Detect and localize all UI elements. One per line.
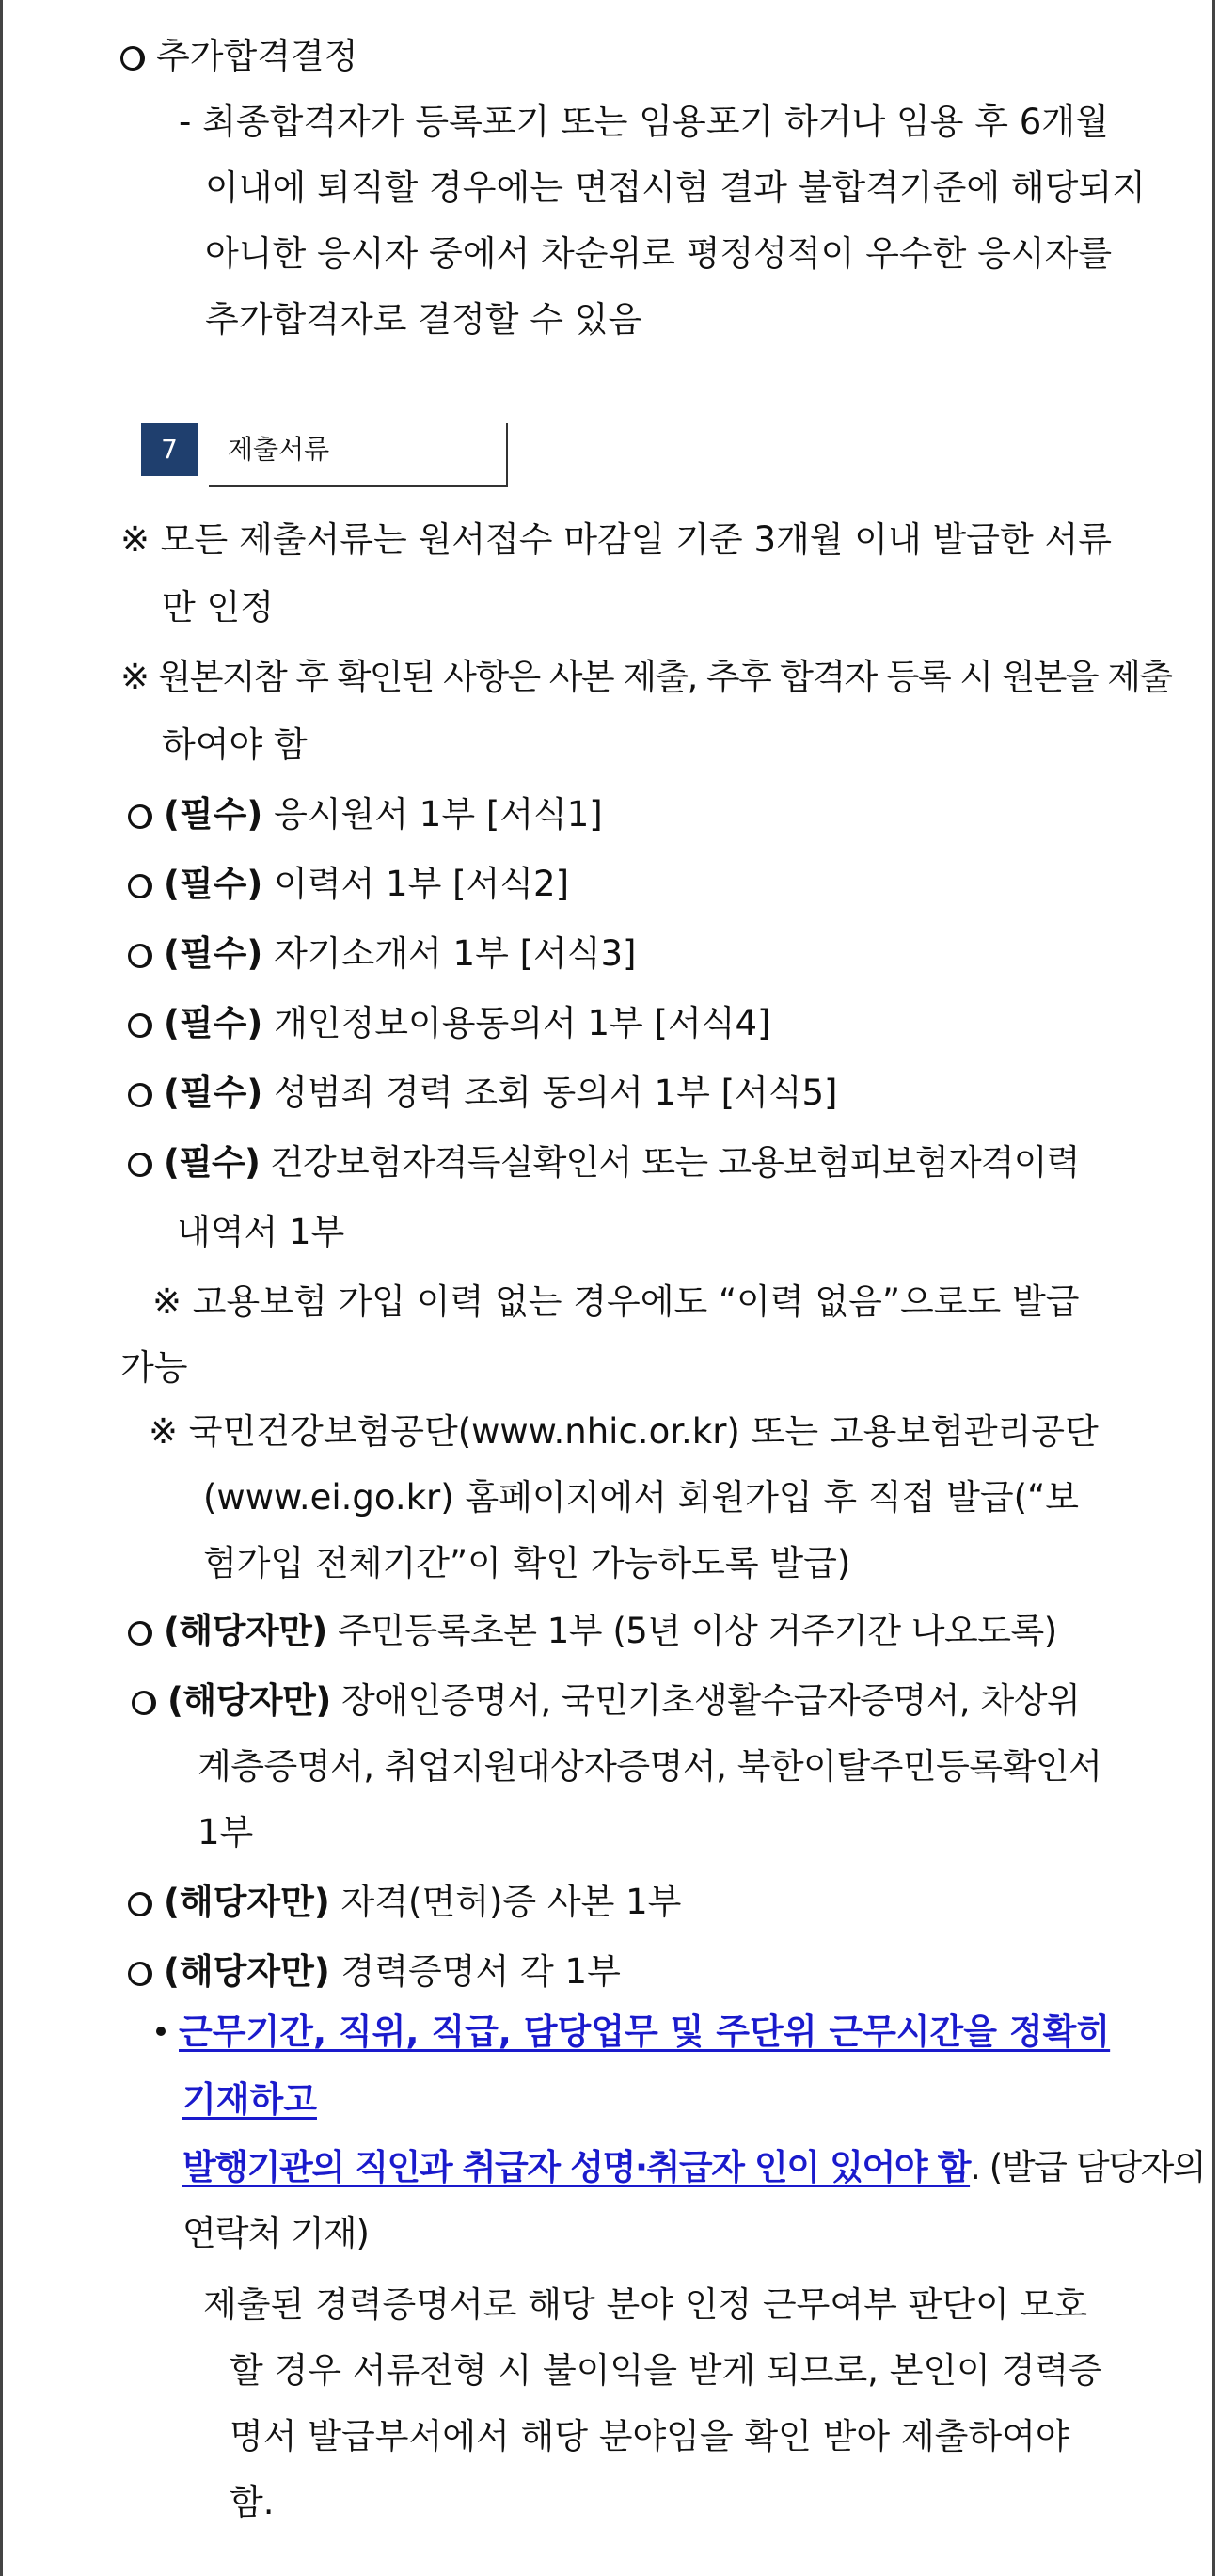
career-paragraph-line: 함. bbox=[230, 2482, 275, 2522]
hollow-circle-bullet-icon bbox=[128, 1892, 152, 1916]
hollow-circle-bullet-icon bbox=[128, 1013, 152, 1038]
insurance-note: 가능 bbox=[120, 1347, 188, 1388]
hollow-circle-bullet-icon bbox=[128, 1083, 152, 1107]
hollow-circle-bullet-icon bbox=[128, 804, 152, 829]
additional-line: 아니한 응시자 중에서 차순위로 평정성적이 우수한 응시자를 bbox=[205, 233, 1113, 274]
document-item: (필수) 건강보험자격득실확인서 또는 고용보험피보험자격이력 bbox=[128, 1138, 1080, 1187]
hollow-circle-bullet-icon bbox=[132, 1691, 156, 1715]
career-paragraph-line: 제출된 경력증명서로 해당 분야 인정 근무여부 판단이 모호 bbox=[203, 2284, 1088, 2325]
document-item: (필수) 자기소개서 1부 [서식3] bbox=[128, 930, 636, 978]
document-item-continued: 계층증명서, 취업지원대상자증명서, 북한이탈주민등록확인서 bbox=[198, 1746, 1102, 1787]
additional-line: - 최종합격자가 등록포기 또는 임용포기 하거나 임용 후 6개월 bbox=[179, 102, 1109, 142]
site-note: (www.ei.go.kr) 홈페이지에서 회원가입 후 직접 발급(“보 bbox=[203, 1477, 1079, 1518]
career-paragraph-line: 명서 발급부서에서 해당 분야임을 확인 받아 제출하여야 bbox=[230, 2416, 1069, 2457]
document-item: (필수) 응시원서 1부 [서식1] bbox=[128, 790, 603, 839]
hollow-circle-bullet-icon bbox=[128, 944, 152, 968]
site-note: ※ 국민건강보험공단(www.nhic.or.kr) 또는 고용보험관리공단 bbox=[149, 1411, 1099, 1452]
note-line: ※ 원본지참 후 확인된 사항은 사본 제출, 추후 합격자 등록 시 원본을 제출 bbox=[120, 657, 1172, 697]
hollow-circle-bullet-icon bbox=[120, 46, 145, 71]
site-note: 험가입 전체기간”이 확인 가능하도록 발급) bbox=[203, 1543, 851, 1583]
document-item: (해당자만) 주민등록초본 1부 (5년 이상 거주기간 나오도록) bbox=[128, 1607, 1057, 1656]
hollow-circle-bullet-icon bbox=[128, 1621, 152, 1646]
document-item: (필수) 성범죄 경력 조회 동의서 1부 [서식5] bbox=[128, 1069, 837, 1118]
additional-heading: 추가합격결정 bbox=[120, 32, 357, 81]
section-title: 제출서류 bbox=[228, 434, 330, 465]
career-requirement: 기재하고 bbox=[182, 2079, 317, 2120]
document-item: (해당자만) 경력증명서 각 1부 bbox=[128, 1948, 621, 1996]
document-item-continued: 내역서 1부 bbox=[177, 1212, 345, 1252]
insurance-note: ※ 고용보험 가입 이력 없는 경우에도 “이력 없음”으로도 발급 bbox=[152, 1281, 1080, 1322]
section-underline bbox=[209, 485, 508, 487]
career-requirement: 근무기간, 직위, 직급, 담당업무 및 주단위 근무시간을 정확히 bbox=[156, 2002, 1110, 2062]
note-line: ※ 모든 제출서류는 원서접수 마감일 기준 3개월 이내 발급한 서류 bbox=[120, 519, 1112, 560]
hollow-circle-bullet-icon bbox=[128, 1153, 152, 1177]
additional-line: 이내에 퇴직할 경우에는 면접시험 결과 불합격기준에 해당되지 bbox=[205, 167, 1146, 208]
dot-bullet-icon bbox=[156, 2027, 166, 2036]
document-item: (해당자만) 자격(면허)증 사본 1부 bbox=[128, 1878, 681, 1927]
document-item: (필수) 개인정보이용동의서 1부 [서식4] bbox=[128, 999, 770, 1048]
hollow-circle-bullet-icon bbox=[128, 1962, 152, 1986]
career-requirement: 연락처 기재) bbox=[182, 2213, 369, 2253]
note-line: 하여야 함 bbox=[162, 724, 308, 765]
career-paragraph-line: 할 경우 서류전형 시 불이익을 받게 되므로, 본인이 경력증 bbox=[230, 2350, 1102, 2391]
section-number-badge: 7 bbox=[141, 423, 198, 476]
document-item: (해당자만) 장애인증명서, 국민기초생활수급자증명서, 차상위 bbox=[132, 1677, 1080, 1725]
career-requirement: 발행기관의 직인과 취급자 성명∙취급자 인이 있어야 함. (발급 담당자의 bbox=[182, 2147, 1206, 2187]
note-line: 만 인정 bbox=[162, 587, 274, 628]
additional-line: 추가합격자로 결정할 수 있음 bbox=[205, 299, 642, 340]
document-item-continued: 1부 bbox=[198, 1812, 254, 1852]
section-right-rule bbox=[506, 423, 508, 487]
hollow-circle-bullet-icon bbox=[128, 874, 152, 898]
section-header bbox=[141, 423, 508, 487]
document-item: (필수) 이력서 1부 [서식2] bbox=[128, 860, 569, 909]
